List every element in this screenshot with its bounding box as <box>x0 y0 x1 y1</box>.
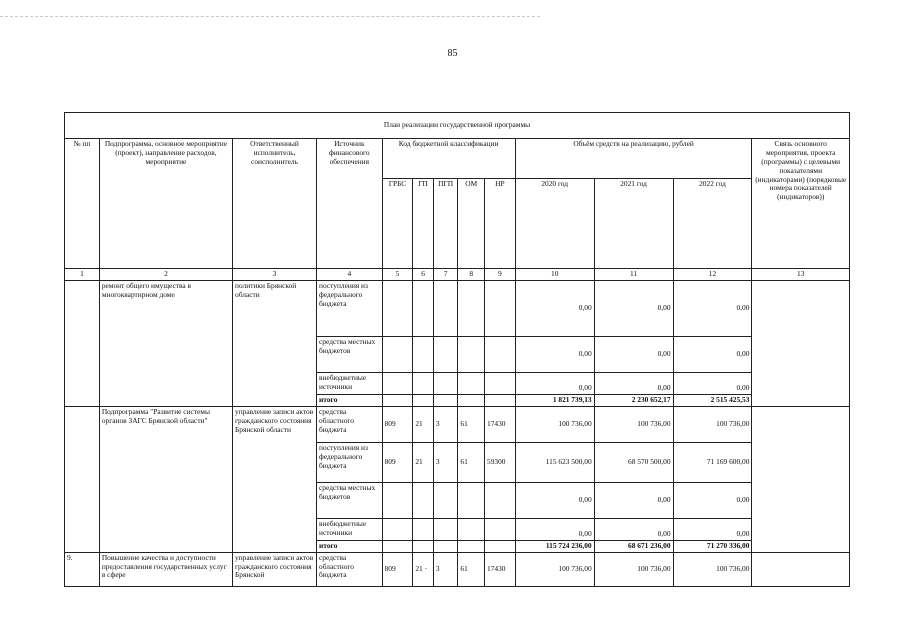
row-value-2022: 0,00 <box>673 482 752 518</box>
row-np: 17430 <box>485 406 516 442</box>
header-subprogram: Подпрограмма, основное мероприятие (проект), направление расходов, мероприятие <box>99 139 232 269</box>
col-number: 3 <box>233 269 317 281</box>
row-value-2020: 0,00 <box>515 482 594 518</box>
header-2021: 2021 год <box>594 179 673 269</box>
row-value-2021: 0,00 <box>594 336 673 372</box>
header-link: Связь основного мероприятия, проекта (программы) с целевыми показателями (индикаторами) (порядковые номера показателей (индикаторов)) <box>752 139 850 269</box>
row-value-2022: 71 169 600,00 <box>673 442 752 482</box>
header-source: Источник финансового обеспечения <box>317 139 383 269</box>
header-volume: Объём средств на реализацию, рублей <box>515 139 752 179</box>
row-executor: управление записи актов гражданского состояния Брянской <box>233 552 317 586</box>
col-number: 5 <box>382 269 413 281</box>
row-total-2022: 2 515 425,53 <box>673 394 752 406</box>
row-value-2021: 100 736,00 <box>594 552 673 586</box>
row-subprogram-name: ремонт общего имущества в многоквартирном доме <box>99 280 232 406</box>
row-value-2020: 0,00 <box>515 372 594 394</box>
row-executor: политики Брянской области <box>233 280 317 406</box>
row-gp: 21 <box>413 406 433 442</box>
header-executor: Ответственный исполнитель, соисполнитель <box>233 139 317 269</box>
row-np: 17430 <box>485 552 516 586</box>
row-source: средства местных бюджетов <box>317 482 383 518</box>
row-value-2020: 0,00 <box>515 518 594 540</box>
row-value-2021: 0,00 <box>594 518 673 540</box>
row-num: 9. <box>65 552 100 586</box>
header-pgp: ПГП <box>433 179 458 269</box>
table-row <box>65 280 850 336</box>
row-value-2020: 100 736,00 <box>515 406 594 442</box>
row-value-2021: 68 570 500,00 <box>594 442 673 482</box>
row-om: 61 <box>458 406 485 442</box>
row-total-2020: 1 821 739,13 <box>515 394 594 406</box>
row-num-cell <box>65 280 100 406</box>
row-pgp: 3 <box>433 406 458 442</box>
row-total-2021: 68 671 236,00 <box>594 540 673 552</box>
row-source: поступления из федерального бюджета <box>317 280 383 336</box>
row-value-2020: 100 736,00 <box>515 552 594 586</box>
row-source: поступления из федерального бюджета <box>317 442 383 482</box>
row-source: внебюджетные источники <box>317 518 383 540</box>
row-grbs: 809 <box>382 442 413 482</box>
row-subprogram-name: Повышение качества и доступности предоставления государственных услуг в сфере <box>99 552 232 586</box>
row-grbs: 809 <box>382 406 413 442</box>
row-gp: 21 · <box>413 552 433 586</box>
page-number: 85 <box>447 48 458 59</box>
row-source: внебюджетные источники <box>317 372 383 394</box>
row-value-2021: 0,00 <box>594 482 673 518</box>
row-value-2020: 0,00 <box>515 336 594 372</box>
row-source: средства областного бюджета <box>317 406 383 442</box>
scan-artifact-line <box>0 16 540 17</box>
table-row <box>65 406 850 442</box>
row-value-2022: 0,00 <box>673 336 752 372</box>
col-number: 11 <box>594 269 673 281</box>
plan-table <box>64 112 850 587</box>
row-om: 61 <box>458 552 485 586</box>
header-om: ОМ <box>458 179 485 269</box>
row-source: средства местных бюджетов <box>317 336 383 372</box>
col-number: 8 <box>458 269 485 281</box>
row-source: средства областного бюджета <box>317 552 383 586</box>
header-2022: 2022 год <box>673 179 752 269</box>
col-number: 7 <box>433 269 458 281</box>
col-number: 13 <box>752 269 850 281</box>
row-value-2022: 100 736,00 <box>673 552 752 586</box>
row-pgp: 3 <box>433 552 458 586</box>
row-value-2022: 0,00 <box>673 518 752 540</box>
row-pgp: 3 <box>433 442 458 482</box>
row-value-2022: 0,00 <box>673 372 752 394</box>
row-value-2021: 0,00 <box>594 280 673 336</box>
row-source-total: итого <box>317 394 383 406</box>
row-source-total: итого <box>317 540 383 552</box>
col-number: 2 <box>99 269 232 281</box>
col-number: 10 <box>515 269 594 281</box>
col-number: 4 <box>317 269 383 281</box>
header-num: № пп <box>65 139 100 269</box>
header-gp: ГП <box>413 179 433 269</box>
table-row <box>65 552 850 586</box>
header-grbs: ГРБС <box>382 179 413 269</box>
header-budget-code: Код бюджетной классификации <box>382 139 515 179</box>
header-np: НР <box>485 179 516 269</box>
row-num-cell <box>65 406 100 552</box>
row-np: 59300 <box>485 442 516 482</box>
row-value-2022: 0,00 <box>673 280 752 336</box>
row-total-2021: 2 230 652,17 <box>594 394 673 406</box>
table-title: План реализации государственной программы <box>65 113 850 139</box>
row-total-2020: 115 724 236,00 <box>515 540 594 552</box>
col-number: 6 <box>413 269 433 281</box>
row-om: 61 <box>458 442 485 482</box>
row-total-2022: 71 270 336,00 <box>673 540 752 552</box>
row-value-2020: 115 623 500,00 <box>515 442 594 482</box>
col-number: 1 <box>65 269 100 281</box>
row-value-2021: 100 736,00 <box>594 406 673 442</box>
row-gp: 21 <box>413 442 433 482</box>
row-grbs: 809 <box>382 552 413 586</box>
row-value-2022: 100 736,00 <box>673 406 752 442</box>
row-executor: управление записи актов гражданского состояния Брянской области <box>233 406 317 552</box>
header-2020: 2020 год <box>515 179 594 269</box>
row-value-2020: 0,00 <box>515 280 594 336</box>
row-value-2021: 0,00 <box>594 372 673 394</box>
col-number: 12 <box>673 269 752 281</box>
col-number: 9 <box>485 269 516 281</box>
row-subprogram-name: Подпрограмма "Развитие системы органов ЗАГС Брянской области" <box>99 406 232 552</box>
